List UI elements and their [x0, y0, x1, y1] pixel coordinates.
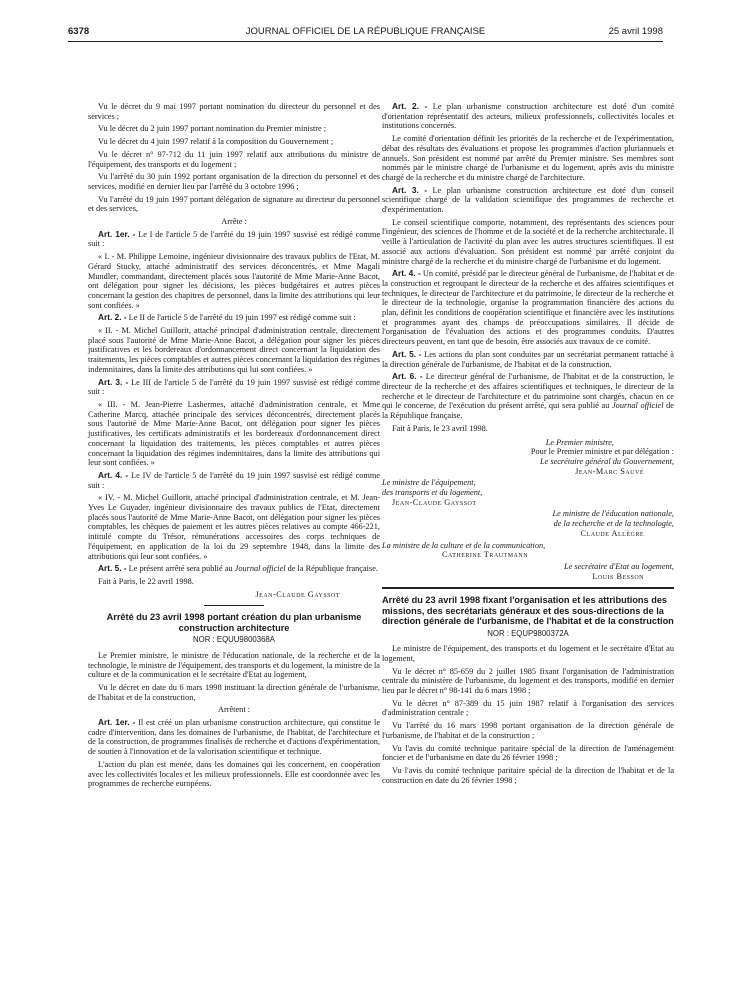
article-label: Art. 5. - [392, 348, 422, 359]
article-paragraph: Art. 2. - Le plan urbanisme construction architecture est doté d'un comité d'orientation représentatif des acteurs, milieux professionnels, collectivités locales et institutions concernés. [382, 101, 674, 131]
signature-block [382, 438, 674, 582]
preamble-paragraph: Le ministre de l'équipement, des transports et du logement et le secrétaire d'Etat au logement, [382, 644, 674, 663]
article-label: Art. 2. - [392, 101, 428, 111]
article-paragraph: Le comité d'orientation définit les priorités de la recherche et de l'expérimentation, débat des résultats des évaluations et propose les programmes d'action pluriannuels et annuels. Son président est nommé par arrêté du Premier ministre. Ses membres sont nommés par le ministre chargé de l'urbanisme et du logement, après avis du ministre chargé de la recherche et du ministre chargé de l'architecture. [382, 134, 674, 182]
nor-reference: NOR : EQUP9800372A [487, 628, 569, 638]
article-paragraph: Art. 4. - Un comité, présidé par le directeur général de l'urbanisme, de l'habitat et de la construction et regroupant le directeur de la recherche et des affaires scientifiques et techniques, le directeur de l'architecture et du patrimoine, le directeur de la recherche et le directeur de la technologie, organise la programmation financière des actions du plan, définit les conditions de coopération scientifique et financière avec les institutions et programmes ayant des champs de préoccupations similaires. Il décide de l'organisation de l'évaluation des actions et des programmes conduits. D'autres directeurs peuvent, en tant que de besoin, être associés aux travaux de ce comité. [382, 268, 675, 347]
article-paragraph: Le conseil scientifique comporte, notamment, des représentants des sciences pour l'ingénieur, des sciences de l'homme et de la société et de la recherche architecturale. Il veille à l'articulation de l'activité du plan avec les autres structures scientifiques. Il est associé aux actions d'évaluation. Son président est nommé par arrêté conjoint du ministre chargé de la recherche et du ministre chargé de l'urbanisme et du logement. [382, 217, 674, 266]
article-label: Art. 2. - [98, 312, 127, 323]
visa-paragraph: Vu l'avis du comité technique paritaire spécial de la direction de l'habitat et de la construction en date du 26 février 1998 ; [382, 766, 674, 785]
signatory-role: La ministre de la culture et de la communication, [382, 540, 546, 550]
article-paragraph: Art. 3. - Le plan urbanisme construction architecture est doté d'un conseil scientifique chargé de la validation scientifique des programmes de recherche et d'expérimentation. [382, 184, 674, 215]
article-paragraph: Art. 3. - Le III de l'article 5 de l'arrêté du 19 juin 1997 susvisé est rédigé comme suit : [88, 376, 380, 397]
signatory-role: Le ministre de l'équipement, [382, 478, 476, 488]
signatory-role: Le ministre de l'éducation nationale, [552, 509, 674, 519]
article-paragraph: Art. 4. - Le IV de l'article 5 de l'arrêté du 19 juin 1997 susvisé est rédigé comme suit : [88, 469, 380, 490]
arretent-heading: Arrêtent : [217, 705, 251, 715]
issue-date: 25 avril 1998 [608, 26, 663, 37]
journal-title: JOURNAL OFFICIEL DE LA RÉPUBLIQUE FRANÇAISE [245, 26, 486, 37]
preamble-paragraph: Le Premier ministre, le ministre de l'éducation nationale, de la recherche et de la technologie, le ministre de l'équipement, des transports et du logement, la ministre de la culture et de la communication et le secrétaire d'Etat au logement, [88, 650, 380, 680]
signature-name: Louis Besson [592, 571, 644, 581]
visa-paragraph: Vu le décret n° 87-389 du 15 juin 1987 relatif à l'organisation des services d'administration centrale ; [382, 698, 674, 718]
decree-title: Arrêté du 23 avril 1998 fixant l'organisation et les attributions des missions, des secrétariats généraux et des sous-directions de la direction générale de l'urbanisme, de l'habitat et de la construction [382, 595, 674, 627]
article-paragraph: Art. 1er. - Le I de l'article 5 de l'arrêté du 19 juin 1997 susvisé est rédigé comme suit : [88, 228, 380, 249]
article-paragraph: Art. 2. - Le II de l'article 5 de l'arrêté du 19 juin 1997 est rédigé comme suit : [98, 312, 356, 323]
article-label: Art. 4. - [392, 268, 421, 279]
article-paragraph: L'action du plan est menée, dans les domaines qui les concernent, en coopération avec les collectivités locales et les milieux professionnels. Elle est coordonnée avec les programmes de recherche européens. [88, 759, 380, 789]
page-header [68, 26, 663, 40]
visa-paragraph: Vu le décret n° 97-712 du 11 juin 1997 relatif aux attributions du ministre de l'équipement, des transports et du logement ; [88, 149, 380, 169]
article-label: Art. 5. - [98, 563, 127, 574]
delegation-line: Pour le Premier ministre et par délégation : [530, 447, 674, 457]
article-label: Art. 3. - [392, 184, 428, 195]
signatory-role: Le secrétaire général du Gouvernement, [539, 456, 674, 466]
nor-reference: NOR : EQUU9800368A [193, 635, 275, 645]
signatory-role: Le secrétaire d'Etat au logement, [564, 561, 674, 571]
article-label: Art. 4. - [98, 469, 129, 480]
fait-line: Fait à Paris, le 22 avril 1998. [98, 576, 194, 586]
visa-paragraph: Vu l'arrêté du 30 juin 1992 portant organisation de la direction du personnel et des services, modifié en dernier lieu par l'arrêté du 3 octobre 1996 ; [88, 172, 380, 191]
arrete-heading: Arrête : [221, 217, 247, 227]
article-label: Art. 3. - [98, 376, 129, 387]
signature-name: Jean-Claude Gayssot [392, 497, 477, 507]
visa-paragraph: Vu le décret du 2 juin 1997 portant nomination du Premier ministre ; [98, 124, 327, 134]
visa-paragraph: Vu l'avis du comité technique paritaire spécial de la direction de l'aménagement foncier et de l'urbanisme en date du 26 février 1998 ; [382, 743, 674, 763]
article-paragraph: Art. 5. - Les actions du plan sont conduites par un secrétariat permanent rattaché à la direction générale de l'urbanisme, de l'habitat et de la construction. [382, 348, 674, 369]
article-label: Art. 6. - [392, 371, 423, 382]
article-paragraph: Art. 5. - Le présent arrêté sera publié au Journal officiel de la République française. [98, 563, 378, 574]
page-number: 6378 [68, 26, 90, 37]
fait-line: Fait à Paris, le 23 avril 1998. [392, 423, 488, 433]
signature-name: Claude Allègre [580, 528, 644, 538]
visa-paragraph: Vu le décret n° 85-659 du 2 juillet 1985 fixant l'organisation de l'administration centrale du ministère de l'urbanisme, du logement et des transports, modifié en dernier lieu par le décret n° 98-141 du 6 mars 1998 ; [382, 666, 674, 696]
header-rule [68, 41, 663, 42]
visa-paragraph: Vu le décret du 9 mai 1997 portant nomination du directeur du personnel et des services ; [88, 102, 380, 121]
article-paragraph: Art. 1er. - Il est créé un plan urbanisme construction architecture, qui constitue le cadre d'intervention, dans les domaines de l'urbanisme, de l'habitat, de l'architecture et de la construction, de programmes finalisés de recherche et d'actions d'expérimentation, de soutien à l'innovation et de la valorisation scientifique et technique. [88, 717, 381, 757]
quote-paragraph: « I. - M. Philippe Lemoine, ingénieur divisionnaire des travaux publics de l'Etat, M. Gérard Stucky, attaché administratif des services déconcentrés, et Mme Magali Mundler, commandant, directement placés sous l'autorité de Mme Marie-Anne Bacot, ont délégation pour signer les décisions, les pièces budgétaires et autres pièces concernant la gestion des chapitres de personnel, dans la limite des attributions qui leur sont confiées. » [88, 252, 380, 310]
visa-paragraph: Vu le décret en date du 6 mars 1998 instituant la direction générale de l'urbanisme, de l'habitat et de la construction, [88, 682, 380, 702]
quote-paragraph: « III. - M. Jean-Pierre Lashermes, attaché d'administration centrale, et Mme Catherine Marcq, attachée principale des services déconcentrés, directement placés sous l'autorité de Mme Marie-Anne Bacot, ont délégation pour signer les pièces justificatives, les certificats administratifs et les bordereaux d'ordonnancement direct concernant la liquidation des traitements, les pièces comptables et autres pièces concernant la liquidation des régimes indemnitaires, dans la limite des attributions qui leur sont confiées. » [88, 399, 380, 468]
left-column [88, 102, 380, 792]
signature-name: Jean-Marc Sauvé [575, 466, 644, 476]
decree-title: Arrêté du 23 avril 1998 portant création du plan urbanisme construction architecture [106, 612, 362, 633]
signatory-role: Le Premier ministre, [545, 437, 614, 447]
quote-paragraph: « II. - M. Michel Guillorit, attaché principal d'administration centrale, directement placé sous l'autorité de Mme Marie-Anne Bacot, a délégation pour signer les pièces justificatives et les bordereaux d'ordonnancement direct concernant la liquidation des traitements, les pièces comptables et autres pièces concernant la liquidation des régimes indemnitaires, dans la limite des attributions qui lui sont confiées. » [88, 326, 380, 374]
visa-paragraph: Vu le décret du 4 juin 1997 relatif à la composition du Gouvernement ; [98, 137, 334, 147]
section-separator [382, 587, 674, 589]
right-column [382, 102, 674, 788]
signature-name: Jean-Claude Gayssot [255, 589, 340, 599]
visa-paragraph: Vu l'arrêté du 16 mars 1998 portant organisation de la direction générale de l'urbanisme, de l'habitat et de la construction ; [382, 721, 674, 740]
signatory-role: de la recherche et de la technologie, [553, 519, 674, 529]
quote-paragraph: « IV. - M. Michel Guillorit, attaché principal d'administration centrale, et M. Jean-Yves Le Guyader, ingénieur divisionnaire des travaux publics de l'Etat, directement placés sous l'autorité de Mme Marie-Anne Bacot, ont délégation pour signer les pièces comptables, les chèques de paiement et les autres pièces relatives au compte 466-221, intitulé compte du Trésor, rémunérations accessoires des corps techniques de l'équipement, en application de la loi du 29 septembre 1948, dans la limite des attributions qui leur sont confiées. » [88, 493, 380, 561]
visa-paragraph: Vu l'arrêté du 19 juin 1997 portant délégation de signature au directeur du personnel et des services, [88, 194, 380, 214]
article-label: Art. 1er. - [98, 717, 136, 728]
article-label: Art. 1er. - [98, 228, 136, 239]
article-paragraph: Art. 6. - Le directeur général de l'urbanisme, de l'habitat et de la construction, le directeur de la recherche et des affaires scientifiques et techniques, le directeur de la recherche et le directeur de l'architecture et du patrimoine sont chargés, chacun en ce qui le concerne, de l'exécution du présent arrêté, qui sera publié au Journal officiel de la République française. [382, 371, 674, 421]
signatory-role: des transports et du logement, [382, 488, 483, 498]
signature-name: Catherine Trautmann [442, 550, 529, 560]
separator [204, 605, 264, 606]
